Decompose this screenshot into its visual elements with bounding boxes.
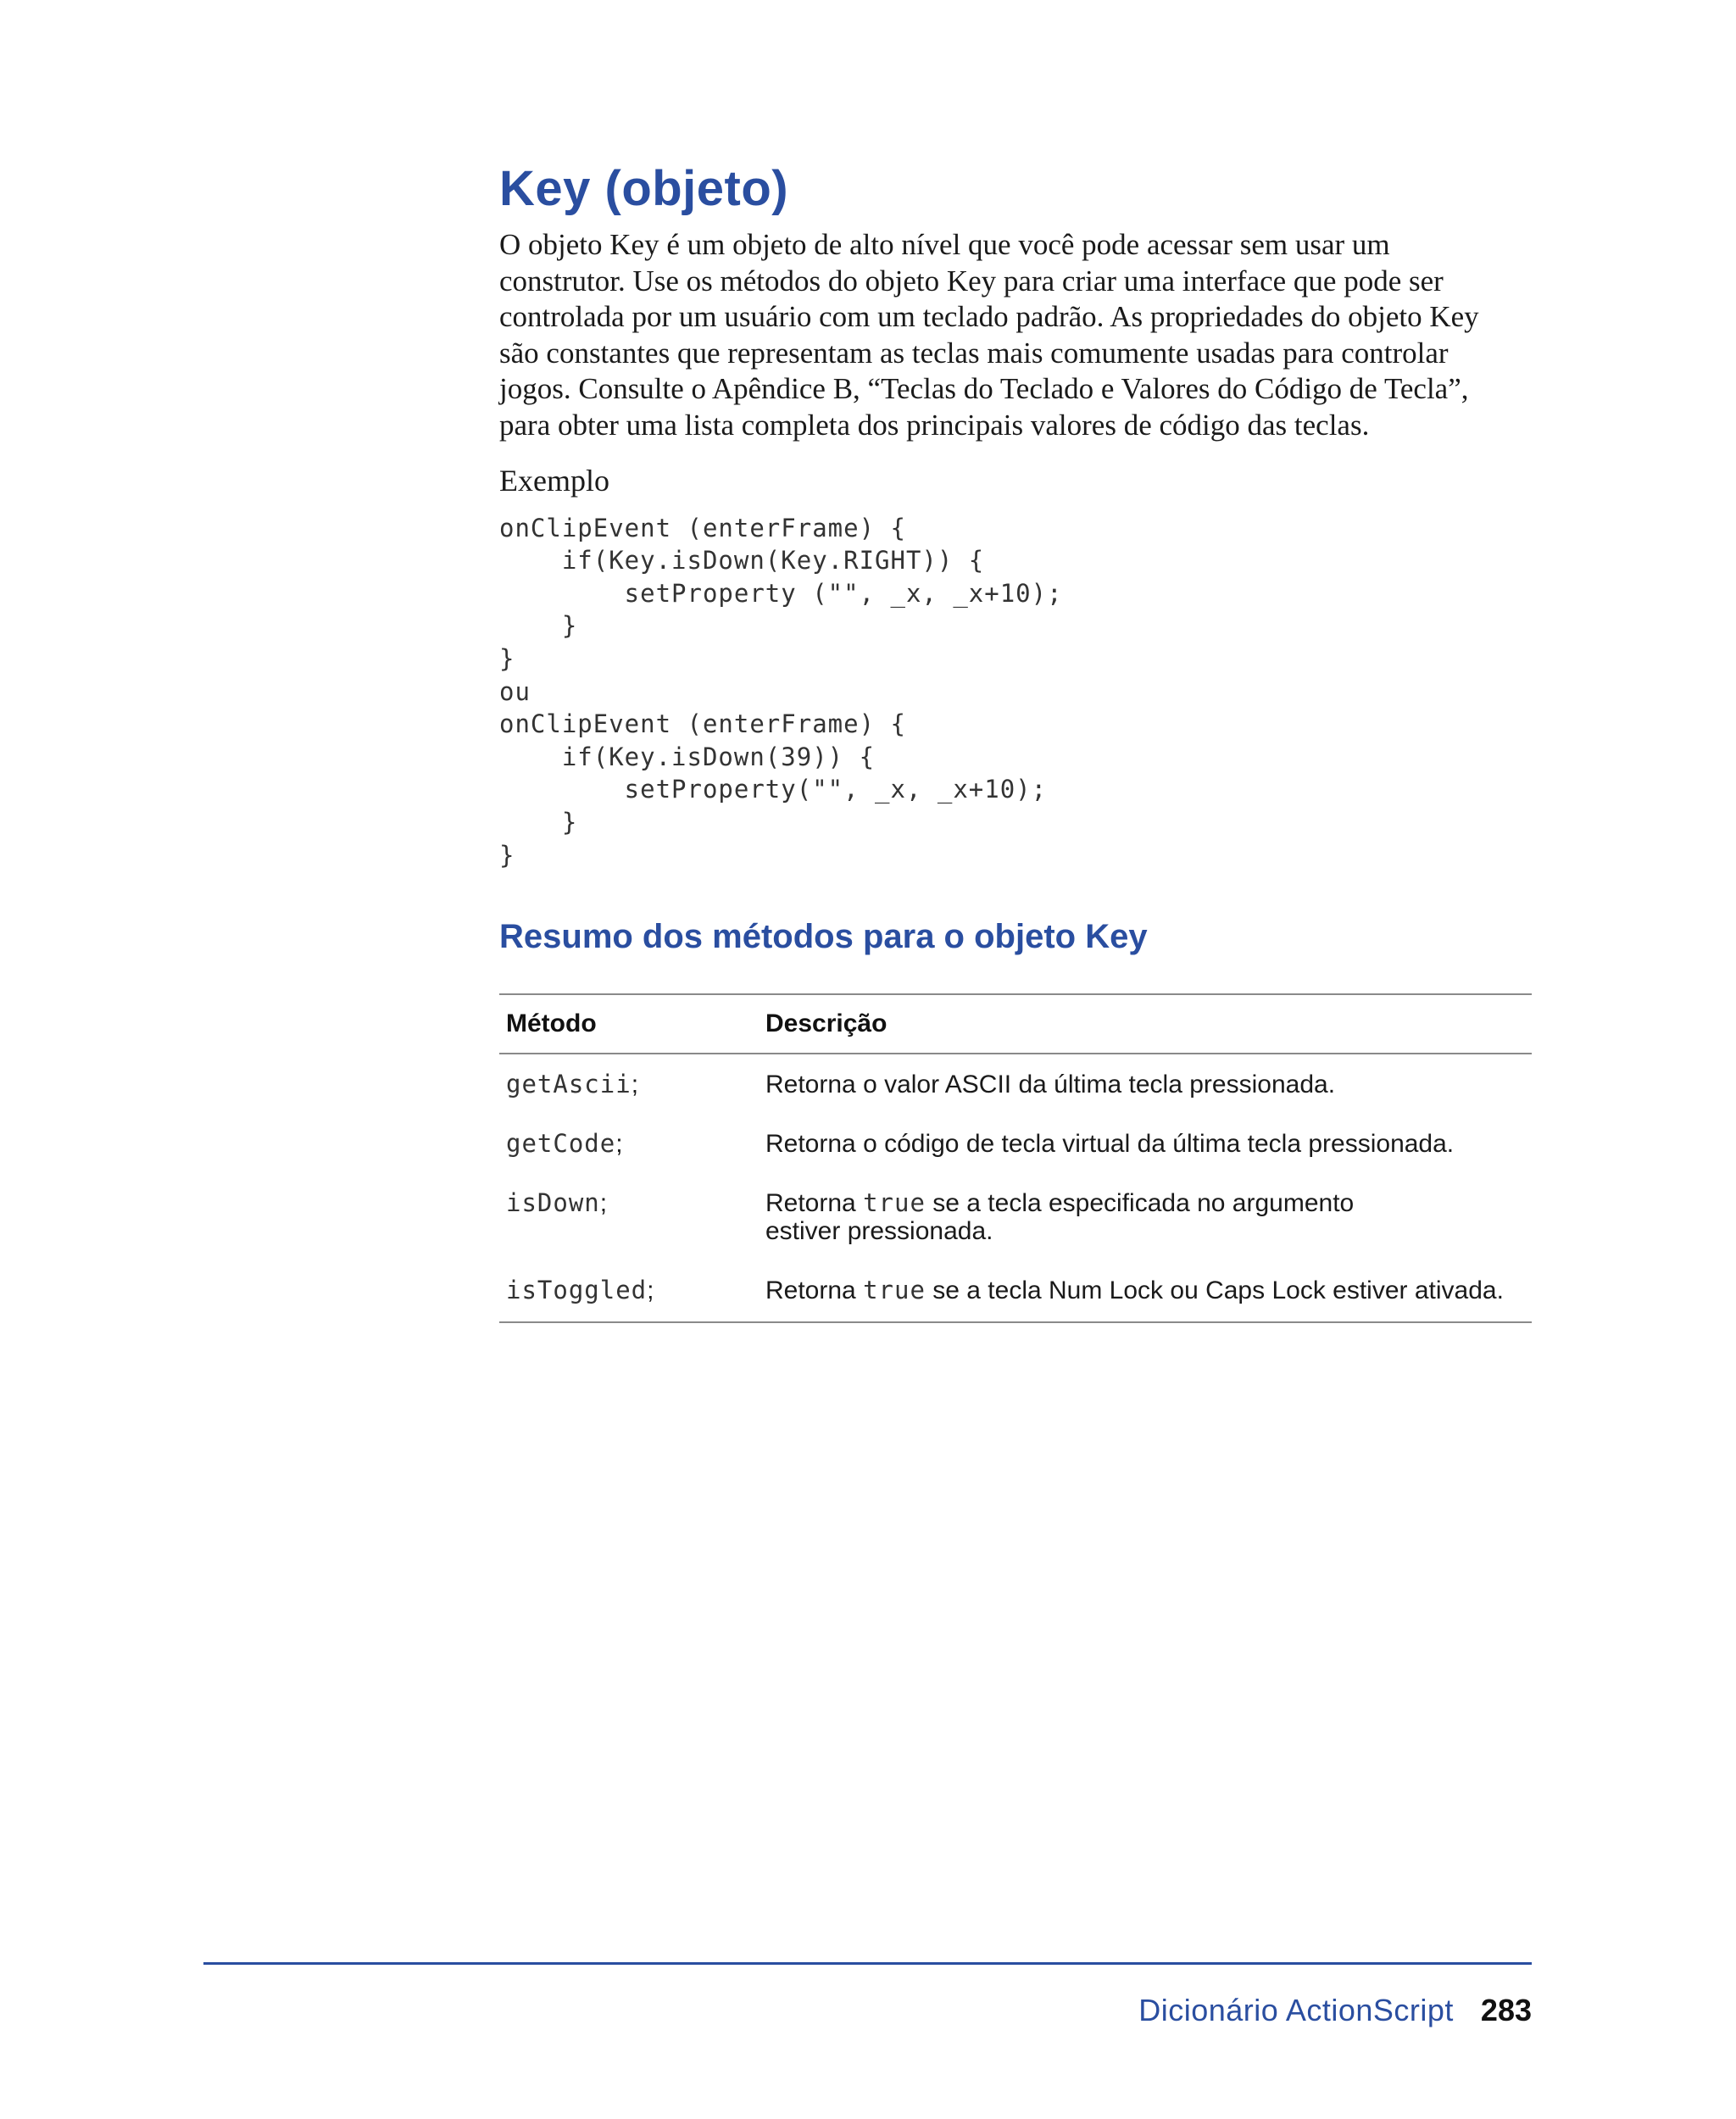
method-cell — [499, 1114, 759, 1173]
table-row — [499, 1054, 1532, 1114]
description-cell — [759, 1260, 1532, 1322]
footer-book-title: Dicionário ActionScript — [1138, 1993, 1454, 2027]
methods-summary-table — [499, 993, 1532, 1323]
page-title: Key (objeto) — [499, 161, 789, 216]
method-name: getCode — [506, 1129, 616, 1159]
description-cell — [759, 1054, 1532, 1114]
method-punct: ; — [631, 1071, 639, 1099]
example-heading: Exemplo — [499, 463, 609, 498]
table-row — [499, 1173, 1532, 1260]
method-name: isToggled — [506, 1276, 648, 1305]
page-footer — [1138, 1992, 1532, 2029]
method-name: getAscii — [506, 1070, 632, 1099]
method-punct: ; — [615, 1130, 623, 1159]
method-punct: ; — [599, 1189, 608, 1218]
intro-paragraph: O objeto Key é um objeto de alto nível que você pode acessar sem usar um construtor. Use os métodos do objeto Key para criar uma interface que pode ser controlada por um usuário com um teclado padrão. As propriedades do objeto Key são constantes que representam as teclas mais comumente usadas para controlar jogos. Consulte o Apêndice B, “Teclas do Teclado e Valores do Código de Tecla”, para obter uma lista completa dos principais valores de código das teclas. — [499, 228, 1479, 442]
description-text-post: se a tecla especificada no argumento estiver pressionada. — [765, 1189, 1355, 1246]
method-cell — [499, 1173, 759, 1260]
description-code: true — [863, 1188, 926, 1218]
description-text-post: se a tecla Num Lock ou Caps Lock estiver ativada. — [925, 1276, 1504, 1305]
description-text: Retorna o valor ASCII da última tecla pressionada. — [765, 1071, 1336, 1099]
method-punct: ; — [647, 1276, 654, 1305]
table-row — [499, 1260, 1532, 1322]
column-header-description: Descrição — [759, 994, 1532, 1054]
description-text: Retorna — [765, 1276, 864, 1305]
method-name: isDown — [506, 1188, 600, 1218]
code-example: onClipEvent (enterFrame) { if(Key.isDown(Key.RIGHT)) { setProperty ("", _x, _x+10); } } ou onClipEvent (enterFrame) { if(Key.isDown(39)) { setProperty("", _x, _x+10); } } — [499, 513, 1063, 870]
page-number: 283 — [1480, 1993, 1532, 2027]
footer-divider — [203, 1962, 1532, 1965]
description-cell — [759, 1114, 1532, 1173]
table-row — [499, 1114, 1532, 1173]
section-title: Resumo dos métodos para o objeto Key — [499, 918, 1148, 956]
method-cell — [499, 1054, 759, 1114]
description-cell — [759, 1173, 1532, 1260]
method-cell — [499, 1260, 759, 1322]
description-code: true — [863, 1276, 926, 1305]
column-header-method: Método — [499, 994, 759, 1054]
table-header-row — [499, 994, 1532, 1054]
description-text: Retorna — [765, 1189, 864, 1218]
page-content — [499, 159, 1532, 1323]
description-text: Retorna o código de tecla virtual da última tecla pressionada. — [765, 1130, 1455, 1159]
